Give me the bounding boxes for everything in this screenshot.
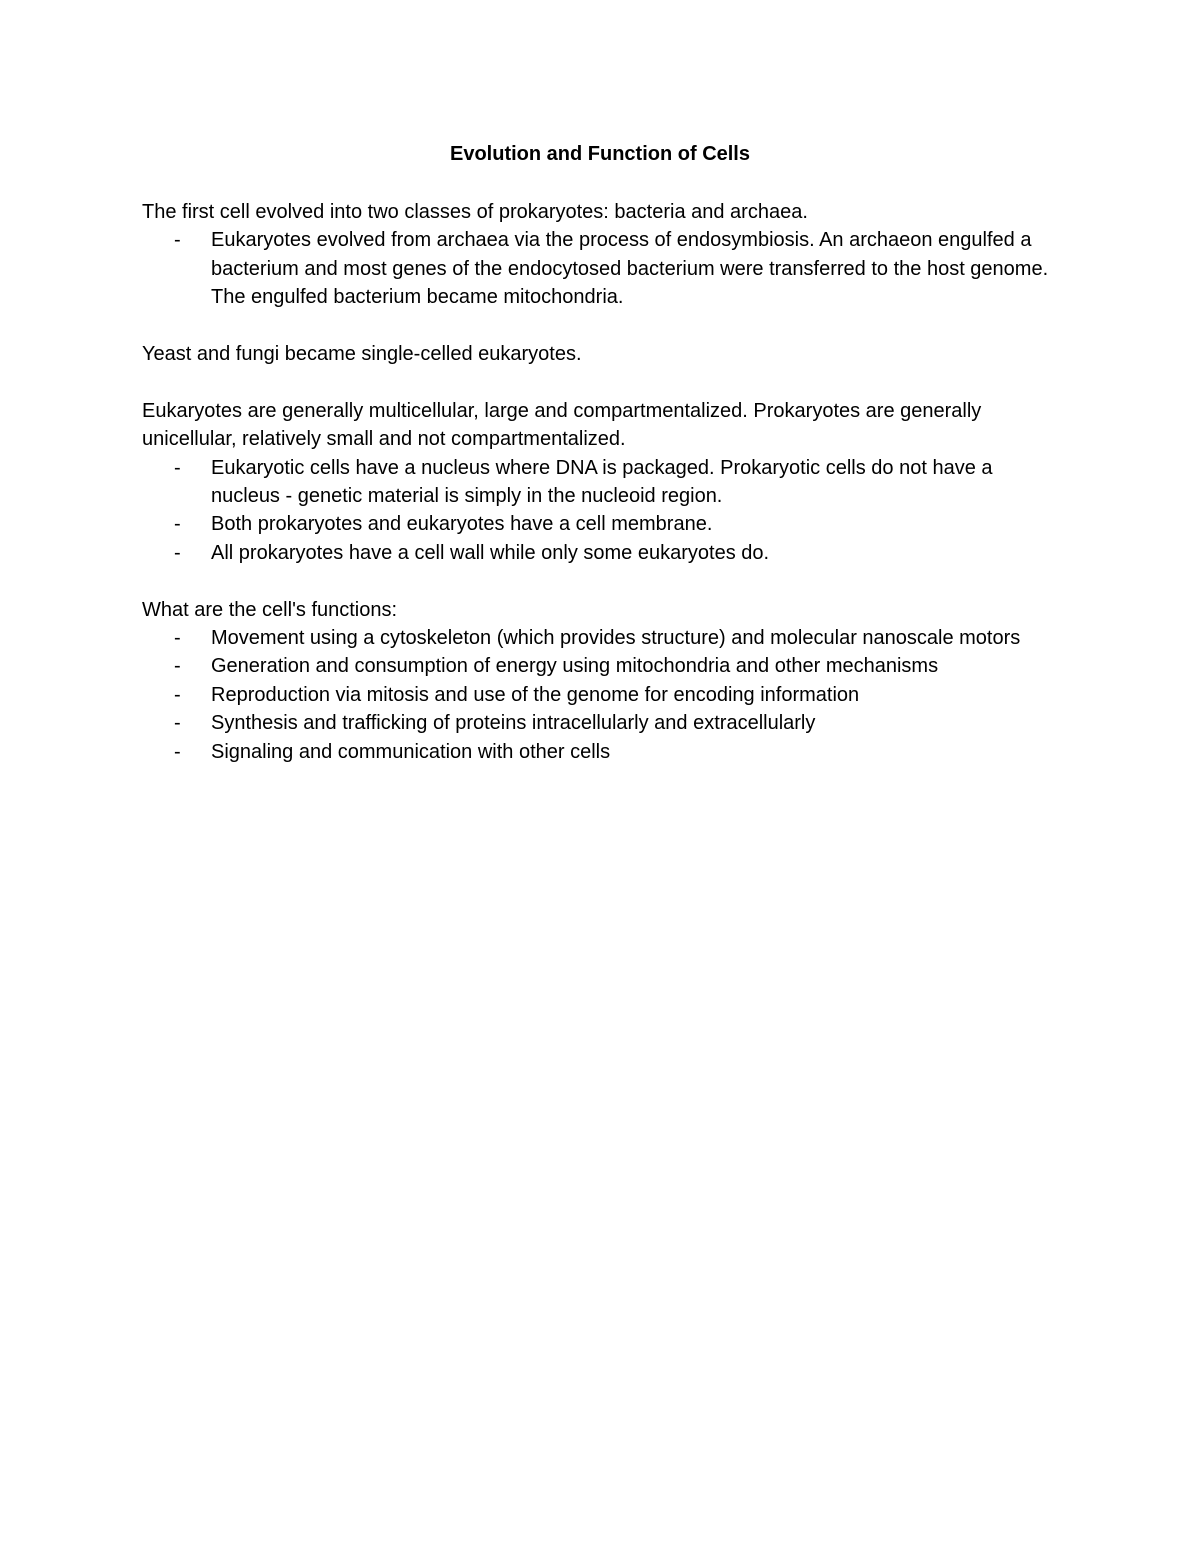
dash-marker: - — [174, 740, 181, 763]
paragraph-spacer — [142, 368, 1062, 396]
paragraph-spacer — [142, 567, 1062, 595]
list-item-text: Movement using a cytoskeleton (which provides structure) and molecular nanoscale motors — [211, 627, 1021, 650]
list-item-text: Reproduction via mitosis and use of the genome for encoding information — [211, 683, 860, 706]
dash-marker: - — [174, 541, 181, 564]
list-item-text: All prokaryotes have a cell wall while only some eukaryotes do. — [211, 541, 770, 564]
list-item-text: Signaling and communication with other cells — [211, 740, 611, 763]
list-item — [142, 539, 1062, 567]
list-item — [142, 226, 1062, 311]
dash-marker: - — [174, 456, 181, 479]
dash-marker: - — [174, 712, 181, 735]
document-title: Evolution and Function of Cells — [450, 143, 750, 165]
list-item-text: Eukaryotic cells have a nucleus where DNA is packaged. Prokaryotic cells do not have a nucleus - genetic material is simply in the nucleoid region. — [211, 456, 993, 508]
list-item-text: Eukaryotes evolved from archaea via the process of endosymbiosis. An archaeon engulfed a bacterium and most genes of the endocytosed bacterium were transferred to the host genome. The engulfed bacterium became mitochondria. — [211, 229, 1049, 309]
list-item-text: Generation and consumption of energy using mitochondria and other mechanisms — [211, 655, 939, 678]
dash-marker: - — [174, 627, 181, 650]
dash-marker: - — [174, 513, 181, 536]
dash-marker: - — [174, 229, 181, 252]
dash-marker: - — [174, 655, 181, 678]
list-item — [142, 652, 1062, 680]
list-item — [142, 709, 1062, 737]
list-item-text: Synthesis and trafficking of proteins intracellularly and extracellularly — [211, 712, 816, 735]
document-body — [142, 198, 1062, 766]
list-item — [142, 681, 1062, 709]
paragraph-cell-functions: What are the cell's functions: — [142, 598, 398, 621]
bullet-list-evolution — [142, 226, 1062, 311]
bullet-list-differences — [142, 454, 1062, 568]
list-item — [142, 454, 1062, 511]
paragraph-yeast-fungi: Yeast and fungi became single-celled eukaryotes. — [142, 343, 582, 366]
list-item — [142, 624, 1062, 652]
paragraph-first-cell: The first cell evolved into two classes of prokaryotes: bacteria and archaea. — [142, 201, 808, 223]
list-item — [142, 738, 1062, 766]
list-item — [142, 510, 1062, 538]
list-item-text: Both prokaryotes and eukaryotes have a cell membrane. — [211, 513, 713, 536]
paragraph-eukaryotes-prokaryotes: Eukaryotes are generally multicellular, large and compartmentalized. Prokaryotes are generally unicellular, relatively small and not compartmentalized. — [142, 399, 982, 451]
paragraph-spacer — [142, 312, 1062, 340]
bullet-list-functions — [142, 624, 1062, 766]
dash-marker: - — [174, 683, 181, 706]
